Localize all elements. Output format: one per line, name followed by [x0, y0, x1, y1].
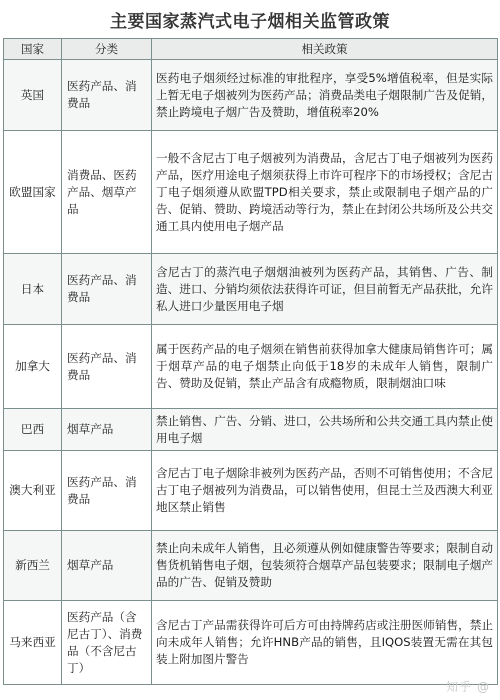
category-cell: 医药产品、消费品 — [62, 254, 152, 325]
policy-cell: 禁止销售、广告、分销、进口，公共场所和公共交通工具内禁止使用电子烟 — [152, 409, 498, 451]
table-row — [4, 601, 498, 685]
table-row — [4, 451, 498, 531]
country-cell: 澳大利亚 — [4, 451, 62, 531]
country-cell: 欧盟国家 — [4, 131, 62, 254]
table-row — [4, 131, 498, 254]
country-cell: 巴西 — [4, 409, 62, 451]
table-row — [4, 325, 498, 409]
category-cell: 医药产品、消费品 — [62, 325, 152, 409]
policy-cell: 一般不含尼古丁电子烟被列为消费品，含尼古丁电子烟被列为医药产品，医疗用途电子烟须获得上市许可程序下的市场授权；含尼古丁电子烟须遵从欧盟TPD相关要求，禁止或限制电子烟产品的广告、促销、赞助、跨境活动等行为，禁止在封闭公共场所及公共交通工具内使用电子烟产品 — [152, 131, 498, 254]
table-header-row — [4, 39, 498, 60]
policy-cell: 医药电子烟须经过标准的审批程序，享受5%增值税率，但是实际上暂无电子烟被列为医药产品；消费品类电子烟限制广告及促销，禁止跨境电子烟广告及赞助，增值税率20% — [152, 60, 498, 131]
table-row — [4, 254, 498, 325]
watermark: 知乎 @ — [446, 680, 490, 694]
country-cell: 马来西亚 — [4, 601, 62, 685]
country-cell: 英国 — [4, 60, 62, 131]
category-cell: 医药产品、消费品 — [62, 60, 152, 131]
policy-cell: 含尼古丁的蒸汽电子烟烟油被列为医药产品，其销售、广告、制造、进口、分销均须依法获得许可证，但目前暂无产品获批，允许私人进口少量医用电子烟 — [152, 254, 498, 325]
header-country: 国家 — [4, 39, 62, 60]
country-cell: 新西兰 — [4, 531, 62, 601]
policy-cell: 禁止向未成年人销售，且必须遵从例如健康警告等要求；限制自动售货机销售电子烟，包装须符合烟草产品包装要求；限制电子烟产品的广告、促销及赞助 — [152, 531, 498, 601]
header-policy: 相关政策 — [152, 39, 498, 60]
policy-cell: 含尼古丁电子烟除非被列为医药产品，否则不可销售使用；不含尼古丁电子烟被列为消费品，可以销售使用，但昆士兰及西澳大利亚地区禁止销售 — [152, 451, 498, 531]
policy-cell: 属于医药产品的电子烟须在销售前获得加拿大健康局销售许可；属于烟草产品的电子烟禁止向低于18岁的未成年人销售，限制广告、赞助及促销，禁止产品含有成瘾物质，限制烟油口味 — [152, 325, 498, 409]
category-cell: 医药产品、消费品 — [62, 451, 152, 531]
category-cell: 消费品、医药产品、烟草产品 — [62, 131, 152, 254]
country-cell: 日本 — [4, 254, 62, 325]
header-category: 分类 — [62, 39, 152, 60]
country-cell: 加拿大 — [4, 325, 62, 409]
table-row — [4, 409, 498, 451]
document-title: 主要国家蒸汽式电子烟相关监管政策 — [110, 11, 390, 32]
table-row — [4, 531, 498, 601]
category-cell: 医药产品（含尼古丁）、消费品（不含尼古丁） — [62, 601, 152, 685]
policy-cell: 含尼古丁产品需获得许可后方可由持牌药店或注册医师销售，禁止向未成年人销售；允许HNB产品的销售，且IQOS装置无需在其包装上附加图片警告 — [152, 601, 498, 685]
category-cell: 烟草产品 — [62, 409, 152, 451]
category-cell: 烟草产品 — [62, 531, 152, 601]
policy-table — [3, 38, 498, 685]
table-row — [4, 60, 498, 131]
